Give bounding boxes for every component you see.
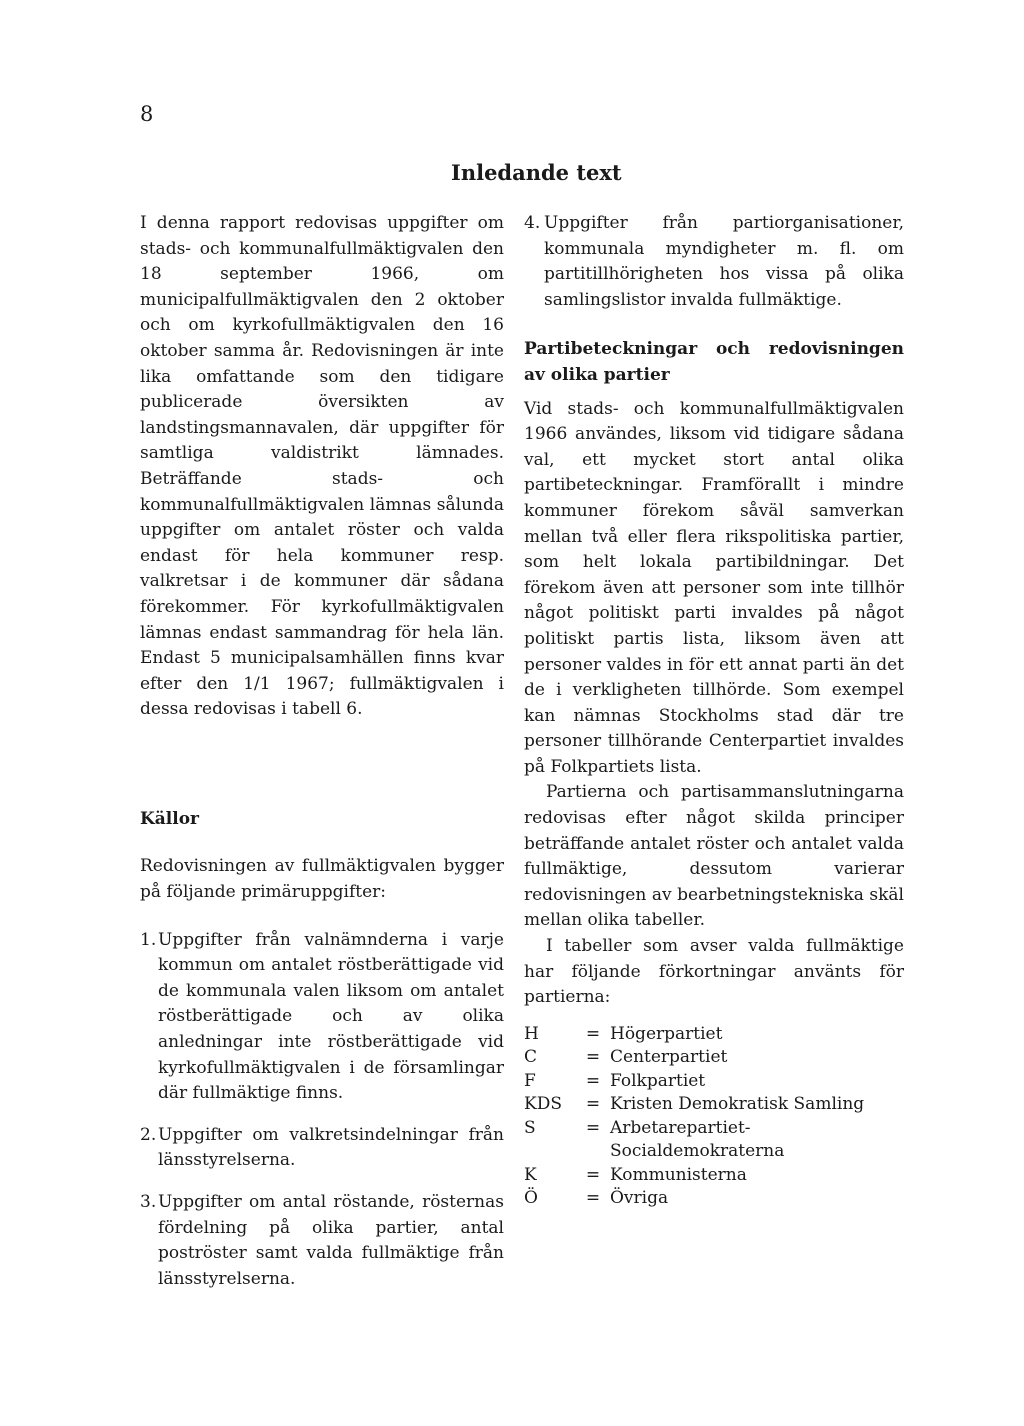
equals-sign: = — [585, 1188, 601, 1209]
equals-sign: = — [585, 1070, 601, 1091]
abbreviation-code: C — [524, 1047, 538, 1068]
abbreviation-code: Ö — [524, 1188, 538, 1209]
equals-sign: = — [585, 1164, 601, 1185]
equals-sign: = — [585, 1094, 601, 1115]
party-paragraph-1: Vid stads- och kommunalfullmäktigvalen 1966 användes, liksom vid tidigare sådana val, ett mycket stort antal olika partibeteckningar. Framförallt i mindre kommuner förekom såväl samverkan mellan två eller flera rikspolitiska partier, som helt lokala partibildningar. Det förekom även att personer som inte tillhör något politiskt parti invaldes på något politiskt partis lista, liksom även att personer valdes in för ett annat parti än det de i verkligheten tillhörde. Som exempel kan nämnas Stockholms stad där tre personer tillhörande Centerpartiet invaldes på Folkpartiets lista. — [524, 398, 904, 777]
party-name: Arbetarepartiet-Socialdemokraterna — [610, 1117, 785, 1162]
source-item-text: Uppgifter om valkretsindelningar från länsstyrelserna. — [158, 1124, 504, 1171]
abbreviation-code: F — [524, 1070, 536, 1091]
source-item-number: 2. — [140, 1124, 157, 1145]
abbreviation-row — [524, 1046, 904, 1070]
page-number: 8 — [140, 102, 154, 126]
abbreviation-code: H — [524, 1023, 539, 1044]
party-paragraph-2: Partierna och partisammanslutningarna redovisas efter något skilda principer beträffande antalet röster och antalet valda fullmäktige, dessutom varierar redovisningen av bearbetningstekniska skäl mellan olika tabeller. — [524, 782, 904, 931]
abbreviation-row — [524, 1023, 904, 1047]
abbreviation-code: S — [524, 1117, 536, 1138]
intro-paragraph: I denna rapport redovisas uppgifter om stads- och kommunalfullmäktigvalen den 18 september 1966, om municipalfullmäktigvalen den 2 oktober och om kyrkofullmäktigvalen den 16 oktober samma år. Redovisningen är inte lika omfattande som den tidigare publicerade översikten av landstingsmannavalen, där uppgifter för samtliga valdistrikt lämnades. Beträffande stads- och kommunalfullmäktigvalen lämnas sålunda uppgifter om antalet röster och valda endast för hela kommuner resp. valkretsar i de kommuner där sådana förekommer. För kyrkofullmäktigvalen lämnas endast sammandrag för hela län. Endast 5 municipalsamhällen finns kvar efter den 1/1 1967; fullmäktigvalen i dessa redovisas i tabell 6. — [140, 213, 504, 720]
party-name: Folkpartiet — [610, 1070, 706, 1091]
equals-sign: = — [585, 1117, 601, 1138]
source-item — [140, 1190, 504, 1292]
abbreviation-row — [524, 1093, 904, 1117]
abbreviation-table — [524, 1023, 904, 1211]
party-name: Högerpartiet — [610, 1023, 723, 1044]
party-name: Centerpartiet — [610, 1047, 728, 1068]
party-name: Övriga — [610, 1188, 669, 1209]
left-column — [140, 211, 504, 1292]
sources-intro: Redovisningen av fullmäktigvalen bygger på följande primäruppgifter: — [140, 856, 504, 903]
party-name: Kommunisterna — [610, 1164, 747, 1185]
sources-heading: Källor — [140, 808, 200, 829]
source-item-number: 3. — [140, 1192, 157, 1212]
party-designations-heading: Partibeteckningar och redovisningen av olika partier — [524, 339, 904, 385]
right-column — [524, 211, 904, 1211]
abbreviation-row — [524, 1164, 904, 1188]
source-item-number: 4. — [524, 213, 541, 233]
abbreviation-row — [524, 1117, 904, 1164]
section-title: Inledande text — [451, 160, 622, 185]
equals-sign: = — [585, 1023, 601, 1044]
source-item-text: Uppgifter från partiorganisationer, kommunala myndigheter m. fl. om partitillhörigheten hos vissa på olika samlingslistor invalda fullmäktige. — [544, 213, 904, 310]
party-paragraph-3: I tabeller som avser valda fullmäktige har följande förkortningar använts för partierna: — [524, 936, 904, 1008]
abbreviation-code: K — [524, 1164, 537, 1185]
source-item — [140, 1123, 504, 1174]
abbreviation-row — [524, 1070, 904, 1094]
equals-sign: = — [585, 1047, 601, 1068]
source-item — [524, 211, 904, 313]
source-item-text: Uppgifter från valnämnderna i varje kommun om antalet röstberättigade vid de kommunala valen liksom om antalet röstberättigade och av olika anledningar inte röstberättigade vid kyrkofullmäktigvalen i de församlingar där fullmäktige finns. — [158, 929, 504, 1104]
source-item — [140, 928, 504, 1107]
abbreviation-code: KDS — [524, 1094, 562, 1115]
abbreviation-row — [524, 1187, 904, 1211]
source-item-number: 1. — [140, 929, 157, 950]
source-item-text: Uppgifter om antal röstande, rösternas fördelning på olika partier, antal poströster samt valda fullmäktige från länsstyrelserna. — [158, 1192, 504, 1289]
party-name: Kristen Demokratisk Samling — [610, 1094, 865, 1115]
